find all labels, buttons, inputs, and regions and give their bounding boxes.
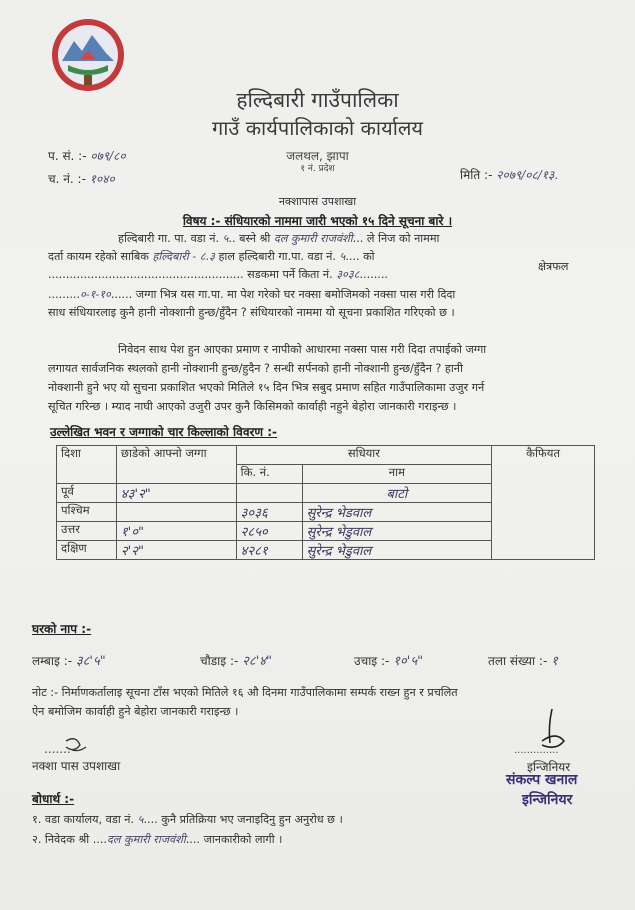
header-kitta: कि. नं. [236,465,302,484]
row-kitta: ३०३६ [236,503,302,522]
bodharth-title: बोधार्थ :- [32,792,75,806]
para2-line-1: निवेदन साथ पेश हुन आएका प्रमाण र नापीको आधारमा नक्सा पास गरी दिदा तपाईको जग्गा [118,343,487,356]
row-setback: ४३'२" [116,484,236,503]
measure-title: घरको नाप :- [32,622,92,636]
body-line-2: दर्ता कायम रहेको साबिक हल्दिबारी - ८.३ हाल हल्दिबारी गा.पा. वडा नं. ५.... को [48,250,375,263]
boundary-table [56,445,595,560]
nepal-emblem-icon [48,15,128,95]
body-line-3: ....................................................... सडकमा पर्ने किता नं. ३०३८........ [48,268,388,281]
height-field: उचाइ :- १०'५" [354,654,424,669]
note-line-2: ऐन बमोजिम कार्वाही हुने बेहोरा जानकारी गराइन्छ । [32,705,239,718]
note-line-1: नोट :- निर्माणकर्तालाइ सूचना टाँस भएको मितिले १६ औ दिनमा गाउँपालिकामा सम्पर्क राख्न हुन र प्रचलित [32,686,458,699]
province-label: १ नं. प्रदेश [300,164,335,174]
right-signature-icon [512,705,592,757]
body-line-1: हल्दिबारी गा. पा. वडा नं. ५.. बस्ने श्री दल कुमारी राजवंशी... ले निज को नाममा [118,232,440,245]
svg-text:..............: .............. [514,745,559,756]
patra-sankhya: प. सं. :- ०७९/८० [48,149,126,163]
engineer-name-stamp: संकल्प खनाल [506,772,578,788]
date-field: मिति :- २०७९/०८/१३. [460,168,559,182]
row-name: सुरेन्द्र भेडुवाल [302,522,492,541]
para2-line-3: नोक्शानी हुने भए यो सुचना प्रकाशित भएको मितिले १५ दिन भित्र सबुद प्रमाण सहित गाउँपालिकामा उजुर गर्न [48,381,485,394]
floors-field: तला संख्या :- १ [488,654,558,669]
office-address: जलथल, झापा [286,149,349,163]
width-field: चौडाइ :- २८'४" [200,654,273,669]
para2-line-4: सूचित गरिन्छ । म्याद नाघी आएको उजुरी उपर कुनै किसिमको कार्वाही नहुने बेहोरा जानकारी गराइन्छ । [48,400,457,413]
bodharth-item-2: २. निवेदक श्री ....दल कुमारी राजवंशी.... जानकारीको लागी । [32,833,283,846]
row-direction: उत्तर [57,522,117,541]
engineer-title-stamp: इन्जिनियर [522,792,573,808]
table-title: उल्लेखित भवन र जग्गाको चार किल्लाको विवरण :- [50,425,278,439]
right-signature-title: इन्जिनियर [527,760,571,774]
row-name: बाटो [302,484,492,503]
row-setback: २'२" [116,541,236,560]
row-kitta: ४२८१ [236,541,302,560]
row-name: सुरेन्द्र भेडुवाल [302,541,492,560]
row-kitta: २८५० [236,522,302,541]
row-setback: १'०" [116,522,236,541]
length-field: लम्बाइ :- ३८'५" [32,654,106,669]
header-neighbor: सधियार [236,446,491,465]
subject-line: विषय :- संधियारको नाममा जारी भएको १५ दिने सूचना बारे । [182,214,453,228]
left-signature-icon [40,733,110,759]
row-direction: दक्षिण [57,541,117,560]
header-remarks: कैफियत [492,446,595,560]
row-kitta [236,484,302,503]
body-line-4: .........०-१-१०...... जग्गा भित्र यस गा.पा. मा पेश गरेको घर नक्सा बमोजिमको नक्सा पास गरी दिदा [48,288,456,301]
row-direction: पूर्व [57,484,117,503]
chalani-number: च. नं. :- १०४० [48,172,115,186]
left-signature-title: नक्शा पास उपशाखा [32,759,121,773]
body-line-5: साध संधियारलाइ कुनै हानी नोक्शानी हुन्छ/हुँदैन ? संधियारको नाममा यो सूचना प्रकाशित गरिएको छ । [48,306,455,319]
bodharth-item-1: १. वडा कार्यालय, वडा नं. ५.... कुनै प्रतिक्रिया भए जनाइदिनु हुन अनुरोध छ । [32,813,343,826]
row-name: सुरेन्द्र भेडवाल [302,503,492,522]
area-label: क्षेत्रफल [538,260,569,273]
header-setback: छाडेको आफ्नो जग्गा [116,446,236,484]
municipality-title: हल्दिबारी गाउँपालिका [236,88,399,112]
header-name: नाम [302,465,492,484]
row-direction: पश्चिम [57,503,117,522]
section-name: नक्शापास उपशाखा [278,195,357,208]
header-direction: दिशा [57,446,117,484]
office-title: गाउँ कार्यपालिकाको कार्यालय [211,116,424,140]
para2-line-2: लगायत सार्वजनिक स्थलको हानी नोक्शानी हुन्छ/हुदैन ? सन्धी सर्पनको हानी नोक्शानी हुन्छ/हुँदैन ? हानी [48,362,463,375]
row-setback [116,503,236,522]
svg-text:.......: ....... [44,742,71,756]
